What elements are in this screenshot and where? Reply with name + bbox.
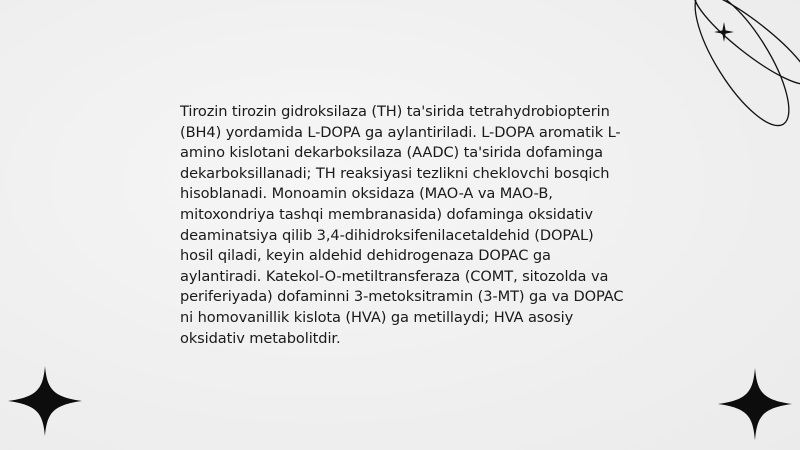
- four-point-star-icon: [8, 366, 82, 436]
- orbit-sparkle-icon: [660, 0, 800, 160]
- four-point-star-icon: [718, 368, 792, 440]
- body-paragraph: Tirozin tirozin gidroksilaza (TH) ta'sirida tetrahydrobiopterin (BH4) yordamida L-DOPA ga aylantiriladi. L-DOPA aromatik L-amino kislotani dekarboksilaza (AADC) ta'sirida dofaminga dekarboksillanadi; TH reaksiyasi tezlikni cheklovchi bosqich hisoblanadi. Monoamin oksidaza (MAO-A va MAO-B, mitoxondriya tashqi membranasida) dofaminga oksidativ deaminatsiya qilib 3,4-dihidroksifenilacetaldehid (DOPAL) hosil qiladi, keyin aldehid dehidrogenaza DOPAC ga aylantiradi. Katekol-O-metiltransferaza (COMT, sitozolda va periferiyada) dofaminni 3-metoksitramin (3-MT) ga va DOPAC ni homovanillik kislota (HVA) ga metillaydi; HVA asosiy oksidativ metabolitdir.: [180, 103, 624, 347]
